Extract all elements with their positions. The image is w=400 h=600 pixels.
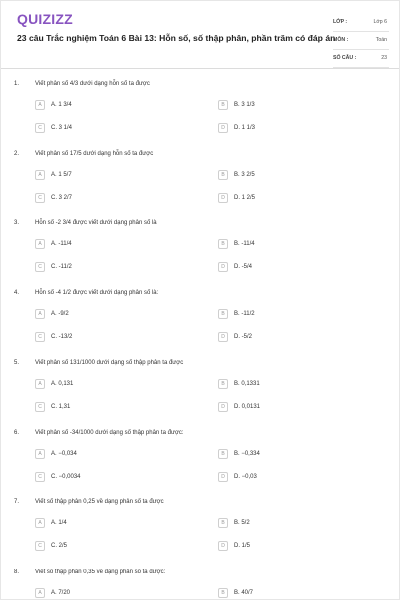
question-7	[1, 499, 399, 569]
question-5	[1, 360, 399, 430]
option-text: A. 0,131	[51, 381, 74, 387]
question-4	[1, 290, 399, 360]
option-text: D. -5/4	[234, 264, 253, 270]
option-text: B. -11/2	[234, 311, 255, 317]
option-text: C. 3 1/4	[51, 125, 73, 131]
option-text: A. -9/2	[51, 311, 69, 317]
option-text: C. 1,31	[51, 404, 71, 410]
option-text: C. -13/2	[51, 334, 73, 340]
question-text: Viết phân số 4/3 dưới dạng hỗn số ta được	[35, 81, 150, 87]
question-text: Viết phân số 131/1000 dưới dạng số thập phân ta được	[35, 360, 184, 366]
worksheet-title: 23 câu Trắc nghiệm Toán 6 Bài 13: Hỗn số, số thập phân, phần trăm có đáp án	[17, 33, 336, 43]
question-2	[1, 151, 399, 221]
question-text: Hỗn số -2 3/4 được viết dưới dạng phân số là	[35, 220, 157, 226]
question-6	[1, 430, 399, 500]
option-text: D. 1/5	[234, 543, 251, 549]
question-number: 2.	[14, 151, 20, 157]
option-letter-box: A	[35, 518, 45, 528]
option-text: B. 3 2/5	[234, 172, 255, 178]
question-8	[1, 569, 399, 599]
option-text: A. 1/4	[51, 520, 67, 526]
option-letter-box: C	[35, 193, 45, 203]
question-text: Viết số thập phân 0,25 về dạng phân số ta được	[35, 499, 164, 505]
option-text: B. 40/7	[234, 590, 254, 596]
option-text: B. 0,1331	[234, 381, 260, 387]
option-text: A. 7/20	[51, 590, 71, 596]
option-letter-box: D	[218, 402, 228, 412]
option-letter-box: B	[218, 170, 228, 180]
question-text: Viết phân số 17/5 dưới dạng hỗn số ta được	[35, 151, 154, 157]
option-letter-box: D	[218, 123, 228, 133]
meta-table	[333, 14, 389, 68]
option-letter-box: D	[218, 472, 228, 482]
option-text: B. 5/2	[234, 520, 250, 526]
option-letter-box: B	[218, 100, 228, 110]
option-letter-box: B	[218, 518, 228, 528]
option-letter-box: B	[218, 379, 228, 389]
meta-label: SỐ CÂU :	[333, 55, 357, 61]
option-text: B. 3 1/3	[234, 102, 255, 108]
option-letter-box: A	[35, 449, 45, 459]
option-text: C. 3 2/7	[51, 195, 73, 201]
option-text: C. −0,0034	[51, 474, 81, 480]
option-text: D. 1 1/3	[234, 125, 256, 131]
option-letter-box: B	[218, 588, 228, 598]
option-letter-box: C	[35, 123, 45, 133]
question-3	[1, 220, 399, 290]
option-letter-box: B	[218, 239, 228, 249]
question-number: 7.	[14, 499, 20, 505]
option-letter-box: A	[35, 170, 45, 180]
option-text: A. 1 3/4	[51, 102, 72, 108]
meta-row-subject	[333, 32, 389, 50]
option-text: D. 1 2/5	[234, 195, 256, 201]
option-text: B. −0,334	[234, 451, 260, 457]
question-number: 1.	[14, 81, 20, 87]
option-letter-box: D	[218, 193, 228, 203]
question-number: 6.	[14, 430, 20, 436]
option-letter-box: B	[218, 309, 228, 319]
option-letter-box: D	[218, 262, 228, 272]
option-letter-box: C	[35, 541, 45, 551]
option-letter-box: C	[35, 332, 45, 342]
option-letter-box: C	[35, 402, 45, 412]
question-text: Hỗn số -4 1/2 được viết dưới dạng phân số là:	[35, 290, 159, 296]
question-number: 3.	[14, 220, 20, 226]
meta-value: 23	[381, 55, 387, 61]
question-text: Viết phân số -34/1000 dưới dạng số thập phân ta được:	[35, 430, 184, 436]
option-text: C. 2/5	[51, 543, 68, 549]
option-text: A. −0,034	[51, 451, 77, 457]
option-letter-box: C	[35, 472, 45, 482]
option-text: D. -5/2	[234, 334, 253, 340]
option-letter-box: A	[35, 588, 45, 598]
meta-label: LỚP :	[333, 19, 348, 25]
option-letter-box: A	[35, 239, 45, 249]
meta-row-count	[333, 50, 389, 68]
meta-label: MÔN :	[333, 37, 349, 43]
header	[1, 1, 399, 67]
option-text: C. -11/2	[51, 264, 72, 270]
meta-value: Lớp 6	[373, 19, 387, 25]
option-text: A. 1 5/7	[51, 172, 72, 178]
option-letter-box: A	[35, 379, 45, 389]
quizizz-logo[interactable]: QUIZIZZ	[17, 11, 73, 27]
option-letter-box: A	[35, 100, 45, 110]
option-letter-box: D	[218, 332, 228, 342]
header-divider	[1, 68, 399, 69]
option-text: D. 0,0131	[234, 404, 261, 410]
question-number: 4.	[14, 290, 20, 296]
meta-value: Toán	[375, 37, 387, 43]
question-1	[1, 81, 399, 151]
option-text: B. -11/4	[234, 241, 255, 247]
meta-row-class	[333, 14, 389, 32]
option-text: D. −0,03	[234, 474, 257, 480]
option-letter-box: D	[218, 541, 228, 551]
option-letter-box: C	[35, 262, 45, 272]
question-text: Viết số thập phân 0,35 về dạng phân số ta được:	[35, 569, 166, 575]
option-text: A. -11/4	[51, 241, 72, 247]
question-number: 5.	[14, 360, 20, 366]
option-letter-box: A	[35, 309, 45, 319]
option-letter-box: B	[218, 449, 228, 459]
question-number: 8.	[14, 569, 20, 575]
